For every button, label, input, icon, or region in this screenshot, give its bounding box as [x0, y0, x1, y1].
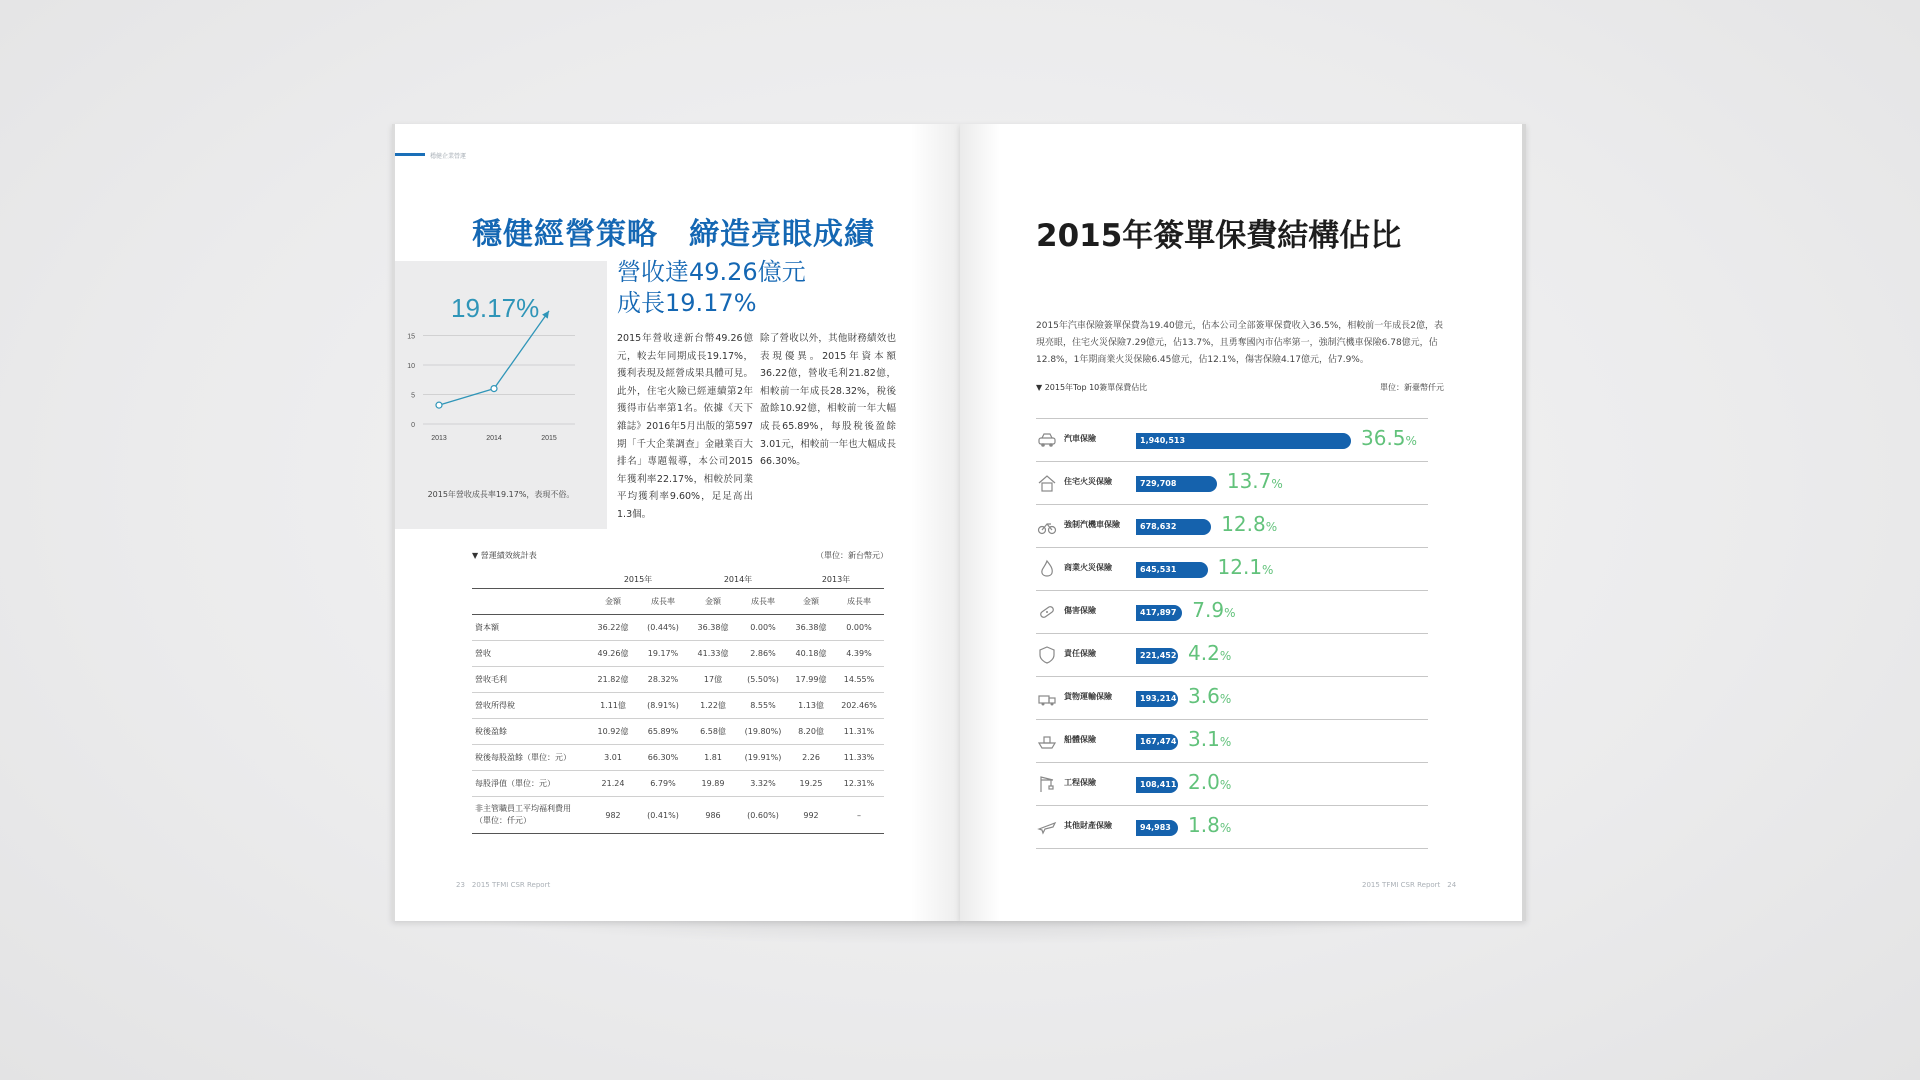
arrow-head: [542, 311, 549, 319]
subtitle-line1: 營收達49.26億元: [617, 258, 806, 286]
bar-percent-label: 12.8%: [1221, 512, 1278, 536]
bar: [1136, 433, 1351, 449]
bandage-icon: [1037, 602, 1057, 622]
bar-category-label: 船體保險: [1064, 735, 1096, 744]
table-row: [472, 745, 884, 771]
bar: [1136, 777, 1178, 793]
row-label: 稅後盈餘: [472, 719, 588, 745]
y-tick-label: 10: [407, 363, 415, 370]
table-cell: (0.60%): [738, 797, 788, 834]
x-tick-label: 2013: [431, 435, 447, 442]
row-label: [472, 797, 588, 834]
table-cell: 40.18億: [788, 641, 834, 667]
chart-unit: 單位：新臺幣仟元: [1380, 383, 1444, 392]
table-cell: 1.13億: [788, 693, 834, 719]
table-cell: 3.32%: [738, 771, 788, 797]
table-title: ▼ 營運績效統計表: [472, 551, 537, 560]
bar: [1136, 648, 1178, 664]
chart-caption: 2015年營收成長率19.17%，表現不俗。: [427, 490, 575, 499]
plane-icon: [1037, 817, 1057, 837]
bar-percent-label: 3.1%: [1188, 727, 1232, 751]
bar-percent-label: 1.8%: [1188, 813, 1232, 837]
table-cell: 19.89: [688, 771, 738, 797]
table-cell: 8.20億: [788, 719, 834, 745]
row-label-line1: 非主管職員工平均福利費用: [475, 804, 571, 813]
bar-value-label: 108,411: [1140, 780, 1177, 789]
bar-value-label: 729,708: [1140, 479, 1177, 488]
column-header: 成長率: [738, 589, 788, 615]
table-cell: 21.24: [588, 771, 638, 797]
table-cell: 1.81: [688, 745, 738, 771]
premium-bar-chart: [960, 124, 1526, 921]
x-tick-label: 2014: [486, 435, 502, 442]
y-tick-label: 0: [411, 422, 415, 429]
fire-icon: [1037, 559, 1057, 579]
row-label: 營收: [472, 641, 588, 667]
bar-percent-label: 36.5%: [1361, 426, 1417, 450]
y-tick-label: 15: [407, 333, 415, 341]
bar-value-label: 645,531: [1140, 565, 1177, 574]
table-row: [472, 615, 884, 641]
bar-row: [1036, 418, 1428, 461]
table-cell: 21.82億: [588, 667, 638, 693]
table-row: [472, 667, 884, 693]
bar-row: [1036, 719, 1428, 762]
bar-category-label: 強制汽機車保險: [1064, 520, 1120, 529]
bar-percent-label: 2.0%: [1188, 770, 1232, 794]
bar-percent-label: 12.1%: [1217, 555, 1274, 579]
year-header: 2014年: [723, 574, 753, 584]
table-cell: 3.01: [588, 745, 638, 771]
table-row: [472, 771, 884, 797]
table-cell: 41.33億: [688, 641, 738, 667]
row-label: 稅後每股盈餘（單位：元）: [472, 745, 588, 771]
year-header: 2013年: [821, 574, 851, 584]
column-header: 金額: [788, 589, 834, 615]
bar: [1136, 519, 1211, 535]
table-cell: 28.32%: [638, 667, 688, 693]
bar-value-label: 193,214: [1140, 694, 1177, 703]
table-cell: 17億: [688, 667, 738, 693]
subtitle-line2: 成長19.17%: [617, 289, 757, 317]
bar-category-label: 住宅火災保險: [1064, 477, 1112, 486]
table-cell: 12.31%: [834, 771, 884, 797]
data-point: [491, 386, 497, 392]
bar-category-label: 其他財產保險: [1064, 821, 1112, 830]
table-cell: 36.38億: [788, 615, 834, 641]
row-label: 資本額: [472, 615, 588, 641]
table-cell: 11.31%: [834, 719, 884, 745]
bar-row: [1036, 805, 1428, 849]
row-label-line2: （單位：仟元）: [475, 816, 531, 825]
table-cell: 1.22億: [688, 693, 738, 719]
table-cell: 14.55%: [834, 667, 884, 693]
row-label: 營收毛利: [472, 667, 588, 693]
table-cell: 36.22億: [588, 615, 638, 641]
section-tag: 穩健企業營運: [430, 153, 467, 160]
bar: [1136, 605, 1182, 621]
bar-value-label: 167,474: [1140, 737, 1177, 746]
section-bar: [395, 153, 425, 156]
table-row: [472, 641, 884, 667]
bar-category-label: 商業火災保險: [1064, 563, 1112, 572]
body-text-col2: 除了營收以外，其他財務績效也表現優異。2015年資本額36.22億，營收毛利21.82億，相較前一年成長28.32%，稅後盈餘10.92億，相較前一年大幅成長65.89%，每股稅後盈餘3.01元，相較前一年也大幅成長66.30%。: [760, 333, 896, 468]
intro-text: 2015年汽車保險簽單保費為19.40億元，佔本公司全部簽單保費收入36.5%，相較前一年成長2億，表現亮眼，住宅火災保險7.29億元，佔13.7%，且勇奪國內市佔率第一，強制汽機車保險6.78億元，佔12.8%，1年期商業火災保險6.45億元，佔12.1%，傷害保險4.17億元，佔7.9%。: [1036, 321, 1443, 365]
bar-percent-label: 7.9%: [1192, 598, 1236, 622]
table-cell: 1.11億: [588, 693, 638, 719]
table-cell: –: [834, 797, 884, 834]
table-cell: 17.99億: [788, 667, 834, 693]
chart-annotation: 19.17%: [451, 293, 540, 323]
bar-category-label: 汽車保險: [1064, 434, 1096, 443]
bar-row: [1036, 676, 1428, 719]
row-label: 每股淨值（單位：元）: [472, 771, 588, 797]
ship-icon: [1037, 731, 1057, 751]
table-cell: 4.39%: [834, 641, 884, 667]
gutter-shadow: [910, 124, 960, 921]
revenue-subtitle: [617, 257, 806, 319]
column-header: 金額: [688, 589, 738, 615]
table-cell: (0.44%): [638, 615, 688, 641]
bar-value-label: 221,452: [1140, 651, 1177, 660]
bar-value-label: 1,940,513: [1140, 436, 1186, 445]
table-body: [472, 615, 884, 797]
bar-category-label: 責任保險: [1064, 649, 1096, 658]
bar: [1136, 476, 1217, 492]
bar-row: [1036, 762, 1428, 805]
cargo-icon: [1037, 688, 1057, 708]
bar-value-label: 94,983: [1140, 823, 1171, 832]
bar-value-label: 417,897: [1140, 608, 1177, 617]
table-cell: 36.38億: [688, 615, 738, 641]
car-icon: [1037, 430, 1057, 450]
column-header: 成長率: [638, 589, 688, 615]
bar-row: [1036, 504, 1428, 547]
year-header: 2015年: [623, 574, 653, 584]
table-cell: 6.79%: [638, 771, 688, 797]
bar: [1136, 562, 1208, 578]
bar-category-label: 貨物運輸保險: [1064, 692, 1112, 701]
table-cell: 2.86%: [738, 641, 788, 667]
table-row: [472, 719, 884, 745]
table-cell: 10.92億: [588, 719, 638, 745]
table-cell: 992: [788, 797, 834, 834]
bar: [1136, 734, 1178, 750]
table-cell: 11.33%: [834, 745, 884, 771]
table-cell: 6.58億: [688, 719, 738, 745]
row-label: 營收所得稅: [472, 693, 588, 719]
shield-icon: [1037, 645, 1057, 665]
table-cell: 66.30%: [638, 745, 688, 771]
table-cell: 8.55%: [738, 693, 788, 719]
bar-row: [1036, 590, 1428, 633]
bar: [1136, 691, 1178, 707]
column-header: 金額: [588, 589, 638, 615]
bar-row: [1036, 547, 1428, 590]
table-cell: (19.80%): [738, 719, 788, 745]
bar-percent-label: 13.7%: [1226, 469, 1283, 493]
motorbike-icon: [1037, 516, 1057, 536]
table-cell: 19.17%: [638, 641, 688, 667]
data-point: [436, 402, 442, 408]
right-page: [960, 124, 1526, 921]
table-cell: 986: [688, 797, 738, 834]
body-text-col1: 2015年營收達新台幣49.26億元，較去年同期成長19.17%，獲利表現及經營成果具體可見。此外，住宅火險已經連續第2年獲得市佔率第1名。依據《天下雜誌》2016年5月出版的第597期「千大企業調查」金融業百大排名」專題報導，本公司2015年獲利率22.17%，相較於同業平均獲利率9.60%，足足高出1.3個。: [617, 333, 753, 520]
table-cell: 202.46%: [834, 693, 884, 719]
crane-icon: [1037, 774, 1057, 794]
table-cell: 2.26: [788, 745, 834, 771]
column-header: 成長率: [834, 589, 884, 615]
left-page: [392, 124, 960, 921]
performance-table: [472, 570, 884, 834]
page-footer: 23 2015 TFMI CSR Report: [456, 881, 551, 889]
table-cell: 19.25: [788, 771, 834, 797]
bar: [1136, 820, 1178, 836]
table-cell: (19.91%): [738, 745, 788, 771]
table-row: [472, 797, 884, 834]
bar-row: [1036, 633, 1428, 676]
page-footer: 2015 TFMI CSR Report 24: [1362, 881, 1457, 889]
bar-row: [1036, 461, 1428, 504]
page-title: 2015年簽單保費結構佔比: [1036, 218, 1402, 254]
table-cell: (8.91%): [638, 693, 688, 719]
bar-category-label: 傷害保險: [1064, 606, 1096, 615]
table-cell: 0.00%: [834, 615, 884, 641]
page-title: 穩健經營策略 締造亮眼成績: [472, 217, 875, 252]
bar-percent-label: 3.6%: [1188, 684, 1232, 708]
bar-value-label: 678,632: [1140, 522, 1177, 531]
table-header-row: [472, 589, 884, 615]
bar-percent-label: 4.2%: [1188, 641, 1232, 665]
x-tick-label: 2015: [541, 435, 557, 442]
series-line: [439, 389, 494, 406]
table-unit: （單位：新台幣元）: [816, 551, 888, 560]
y-tick-label: 5: [411, 392, 415, 400]
table-cell: (5.50%): [738, 667, 788, 693]
table-cell: 0.00%: [738, 615, 788, 641]
table-cell: 49.26億: [588, 641, 638, 667]
table-row: [472, 693, 884, 719]
bar-category-label: 工程保險: [1064, 778, 1096, 787]
table-cell: 65.89%: [638, 719, 688, 745]
chart-caption: ▼ 2015年Top 10簽單保費佔比: [1036, 383, 1148, 392]
table-year-row: [472, 570, 884, 589]
growth-chart-panel: [395, 261, 607, 529]
table-cell: 982: [588, 797, 638, 834]
house-icon: [1037, 473, 1057, 493]
table-cell: (0.41%): [638, 797, 688, 834]
